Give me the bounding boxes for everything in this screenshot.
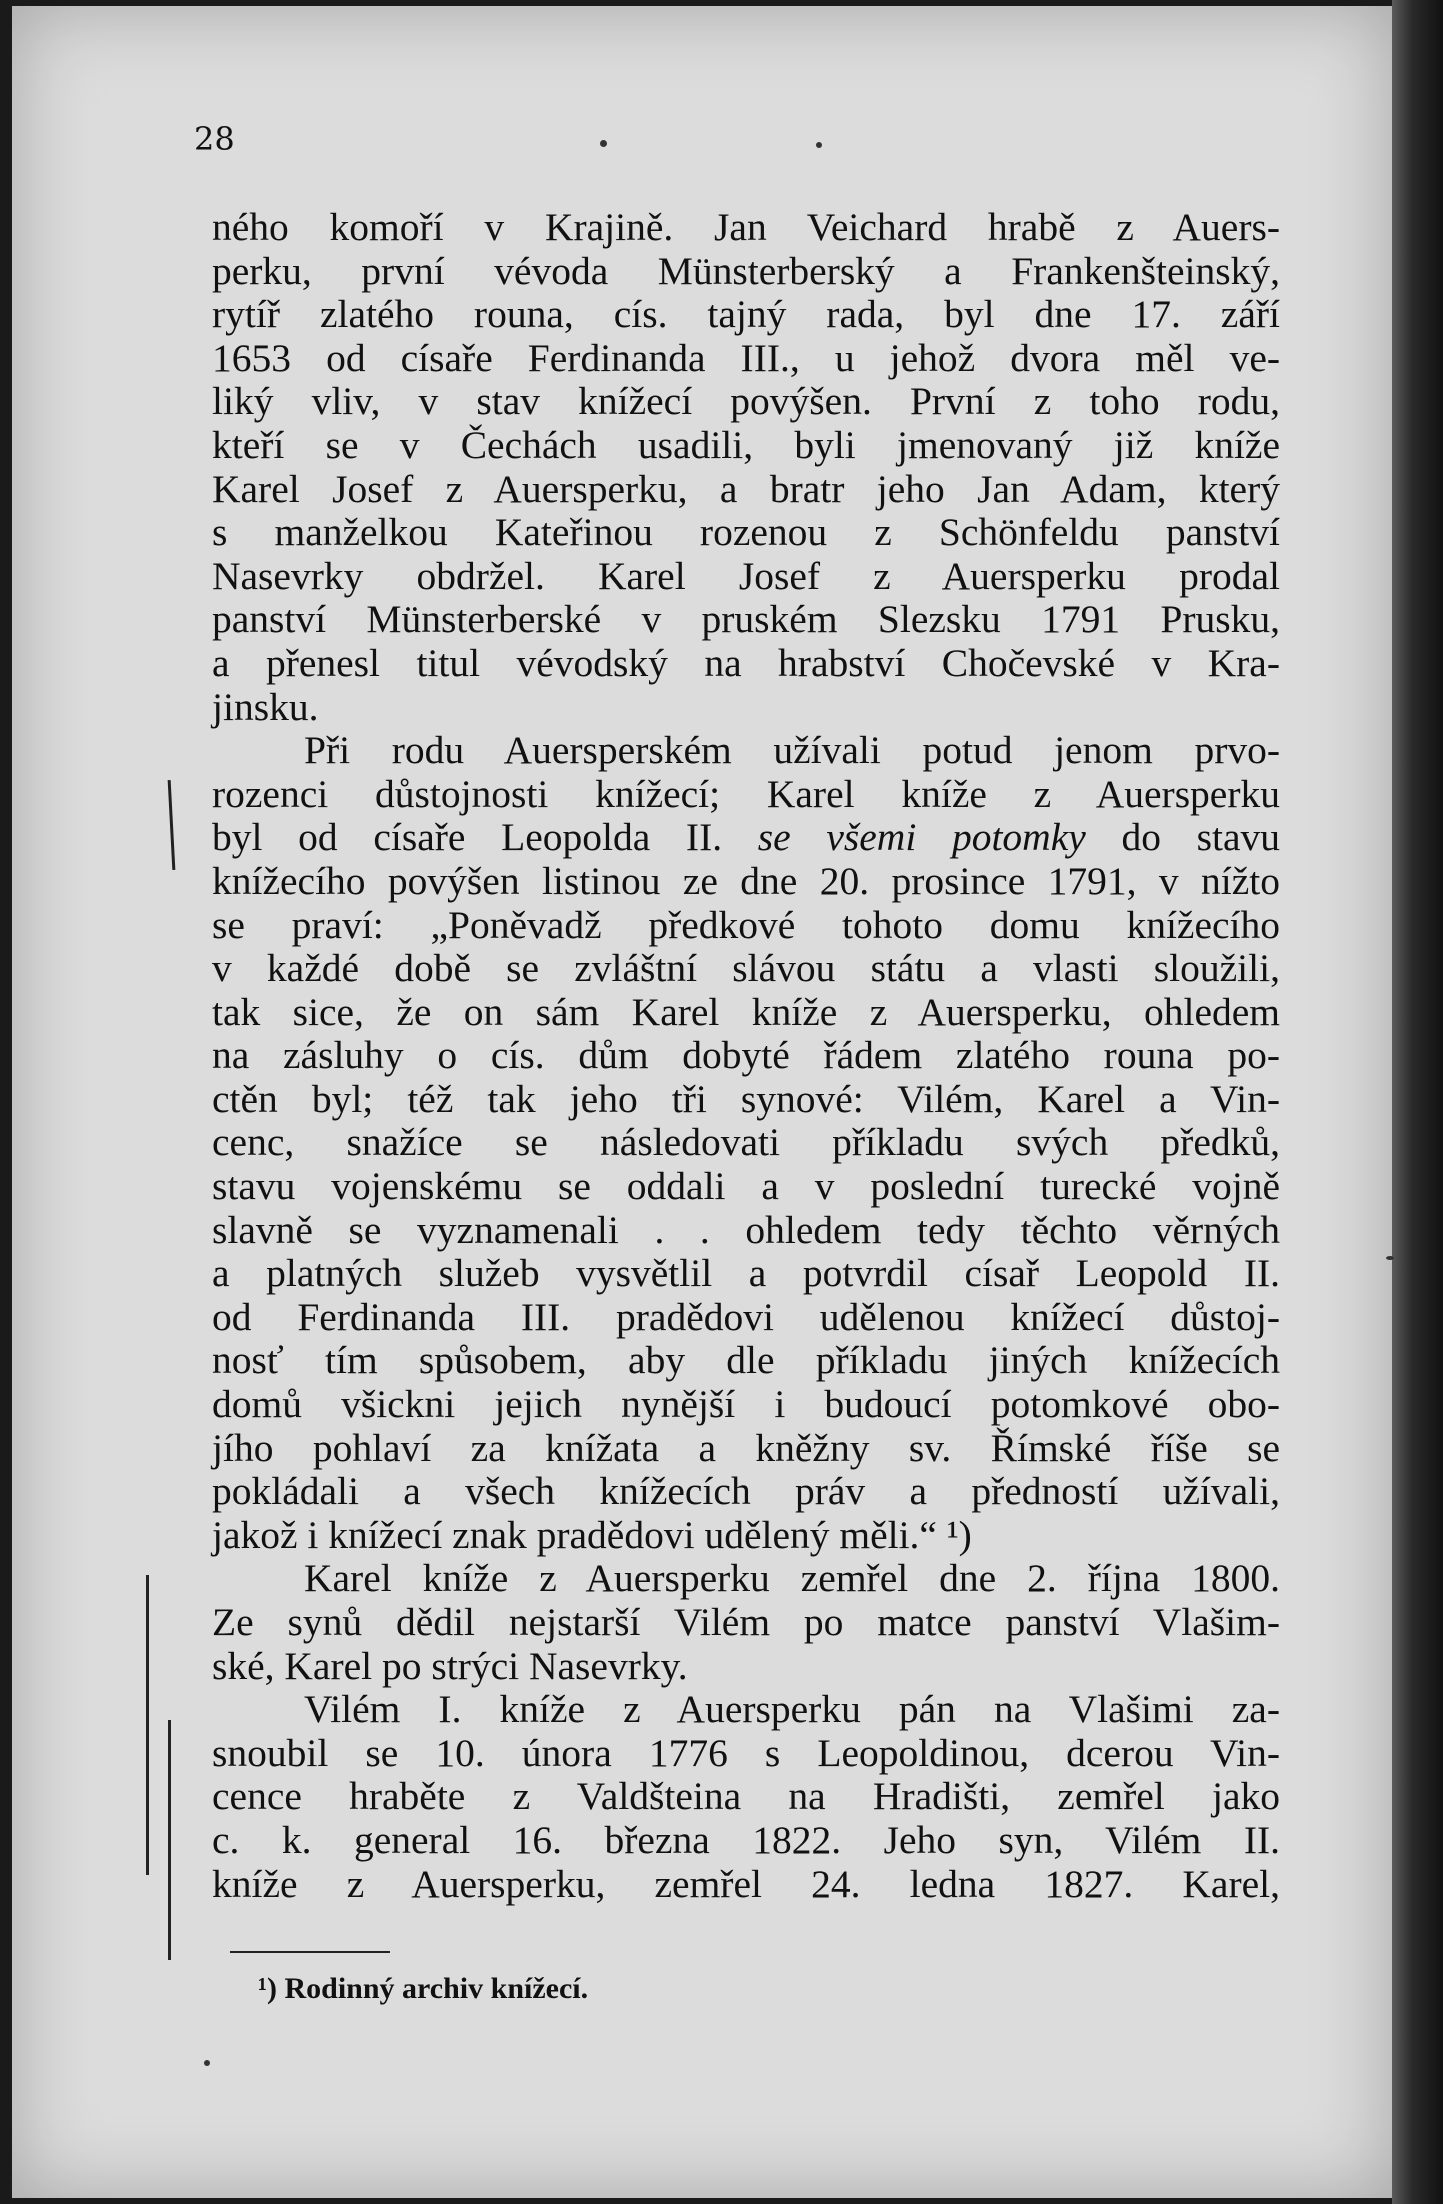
text-line: cence hraběte z Valdšteina na Hradišti, zemřel jako [212, 1774, 1280, 1819]
text-line: se praví: „Poněvadž předkové tohoto domu knížecího [212, 902, 1280, 947]
text-line: v každé době se zvláštní slávou státu a vlasti sloužili, [212, 946, 1280, 991]
text-line: jinsku. [212, 684, 319, 729]
page-edge-shadow [1392, 0, 1443, 2204]
text-line: ctěn byl; též tak jeho tři synové: Vilém, Karel a Vin- [212, 1076, 1280, 1121]
text-line: pokládali a všech knížecích práv a předností užívali, [212, 1469, 1280, 1514]
text-line: knížecího povýšen listinou ze dne 20. prosince 1791, v nížto [212, 858, 1280, 903]
text-line: Karel kníže z Auersperku zemřel dne 2. října 1800. [304, 1556, 1280, 1601]
text-line: cenc, snažíce se následovati příkladu svých předků, [212, 1120, 1280, 1165]
body-text [212, 206, 1280, 1906]
print-speck [816, 142, 822, 148]
text-line: stavu vojenskému se oddali a v poslední turecké vojně [212, 1164, 1280, 1209]
text-line: a přenesl titul vévodský na hrabství Chočevské v Kra- [212, 640, 1280, 685]
print-speck [600, 140, 607, 147]
italic-emphasis: se všemi potomky [757, 815, 1086, 860]
text-line: s manželkou Kateřinou rozenou z Schönfeldu panství [212, 510, 1280, 555]
text-segment: do stavu [1121, 815, 1281, 860]
print-speck [204, 2060, 210, 2066]
text-line: Ze synů dědil nejstarší Vilém po matce panství Vlašim- [212, 1600, 1280, 1644]
text-line: na zásluhy o cís. dům dobyté řádem zlatého rouna po- [212, 1033, 1280, 1078]
footnote: ¹) Rodinný archiv knížecí. [258, 1972, 589, 2005]
text-line: 1653 od císaře Ferdinanda III., u jehož dvora měl ve- [212, 335, 1280, 380]
text-line: kteří se v Čechách usadili, byli jmenovaný již kníže [212, 422, 1280, 467]
text-line: slavně se vyznamenali . . ohledem tedy těchto věrných [212, 1207, 1280, 1252]
text-line: jího pohlaví za knížata a kněžny sv. Římské říše se [212, 1425, 1280, 1470]
text-line: kníže z Auersperku, zemřel 24. ledna 1827. Karel, [212, 1861, 1280, 1906]
print-speck [1386, 1256, 1394, 1260]
text-line: ného komoří v Krajině. Jan Veichard hrabě z Auers- [212, 205, 1280, 249]
text-line: rytíř zlatého rouna, cís. tajný rada, byl dne 17. září [212, 292, 1280, 337]
margin-mark [146, 1575, 149, 1875]
text-line: Nasevrky obdržel. Karel Josef z Auersperku prodal [212, 553, 1280, 598]
text-line: rozenci důstojnosti knížecí; Karel kníže z Auersperku [212, 771, 1280, 816]
text-line: tak sice, že on sám Karel kníže z Auersperku, ohledem [212, 989, 1280, 1034]
text-line: domů všickni jejich nynější i budoucí potomkové obo- [212, 1382, 1280, 1427]
footnote-divider [230, 1951, 390, 1953]
text-line-mixed [212, 816, 1280, 860]
text-line: Při rodu Auersperském užívali potud jenom prvo- [304, 728, 1280, 773]
margin-mark [168, 1720, 171, 1960]
text-line: ské, Karel po strýci Nasevrky. [212, 1643, 688, 1688]
text-line: perku, první vévoda Münsterberský a Frankenšteinský, [212, 248, 1280, 293]
text-line: Karel Josef z Auersperku, a bratr jeho Jan Adam, který [212, 466, 1280, 511]
text-line: liký vliv, v stav knížecí povýšen. První z toho rodu, [212, 379, 1280, 424]
text-line: snoubil se 10. února 1776 s Leopoldinou, dcerou Vin- [212, 1730, 1280, 1775]
text-line: c. k. general 16. března 1822. Jeho syn, Vilém II. [212, 1817, 1280, 1862]
text-line: od Ferdinanda III. pradědovi udělenou knížecí důstoj- [212, 1294, 1280, 1339]
text-segment: byl od císaře Leopolda II. [212, 815, 723, 860]
text-line: a platných služeb vysvětlil a potvrdil císař Leopold II. [212, 1251, 1280, 1296]
page-number: 28 [194, 120, 235, 158]
text-line: panství Münsterberské v pruském Slezsku 1791 Prusku, [212, 597, 1280, 642]
text-line: nosť tím spůsobem, aby dle příkladu jiných knížecích [212, 1338, 1280, 1383]
text-line: Vilém I. kníže z Auersperku pán na Vlašimi za- [304, 1687, 1280, 1732]
text-line: jakož i knížecí znak pradědovi udělený měli.“ ¹) [212, 1512, 972, 1557]
